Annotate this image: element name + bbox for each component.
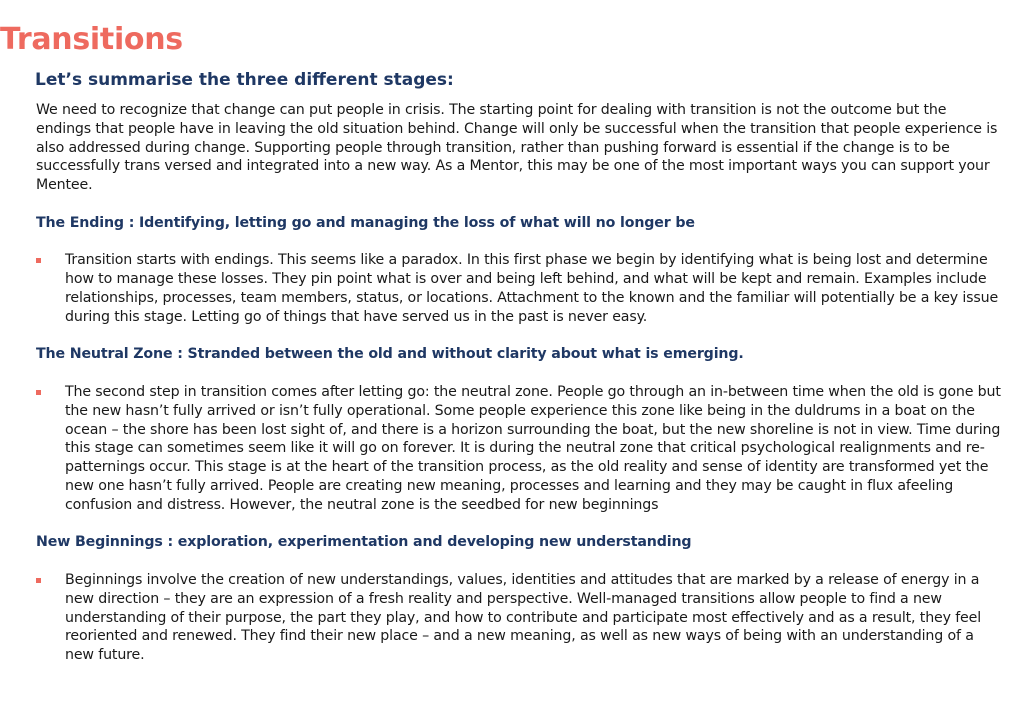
spacer: [36, 552, 1004, 571]
bullet-item-new-beginnings: [36, 571, 1004, 665]
page-title: Transitions: [0, 22, 183, 57]
bullet-item-ending: [36, 251, 1004, 326]
spacer: [36, 195, 1004, 214]
bullet-text-neutral-zone: The second step in transition comes after letting go: the neutral zone. People go through an in-between time when the old is gone but the new hasn’t fully arrived or isn’t fully operational. Some people experience this zone like being in the duldrums in a boat on the ocean – the shore has been lost sight of, and there is a horizon surrounding the boat, but the new shoreline is not in view. Time during this stage can sometimes seem like it will go on forever. It is during the neutral zone that critical psychological realignments and re-patternings occur. This stage is at the heart of the transition process, as the old reality and sense of identity are transformed yet the new one hasn’t fully arrived. People are creating new meaning, processes and learning and they may be caught in flux afeeling confusion and distress. However, the neutral zone is the seedbed for new beginnings: [65, 383, 1001, 513]
section-heading-neutral-zone: The Neutral Zone : Stranded between the old and without clarity about what is emerging.: [36, 346, 744, 363]
square-bullet-icon: [36, 258, 41, 263]
spacer: [36, 515, 1004, 534]
spacer: [36, 364, 1004, 383]
page-subtitle: Let’s summarise the three different stages:: [35, 70, 454, 90]
bullet-text-ending: Transition starts with endings. This seems like a paradox. In this first phase we begin by identifying what is being lost and determine how to manage these losses. They pin point what is over and being left behind, and what will be kept and remain. Examples include relationships, processes, team members, status, or locations. Attachment to the known and the familiar will potentially be a key issue during this stage. Letting go of things that have served us in the past is never easy.: [65, 252, 999, 325]
square-bullet-icon: [36, 578, 41, 583]
spacer: [36, 233, 1004, 252]
spacer: [36, 327, 1004, 346]
bullet-item-neutral-zone: [36, 383, 1004, 515]
section-heading-ending: The Ending : Identifying, letting go and managing the loss of what will no longer be: [36, 214, 695, 231]
document-body: [36, 101, 1004, 665]
intro-paragraph: We need to recognize that change can put people in crisis. The starting point for dealing with transition is not the outcome but the endings that people have in leaving the old situation behind. Change will only be successful when the transition that people experience is also addressed during change. Supporting people through transition, rather than pushing forward is essential if the change is to be successfully trans versed and integrated into a new way. As a Mentor, this may be one of the most important ways you can support your Mentee.: [36, 102, 998, 194]
square-bullet-icon: [36, 390, 41, 395]
bullet-text-new-beginnings: Beginnings involve the creation of new understandings, values, identities and attitudes that are marked by a release of energy in a new direction – they are an expression of a fresh reality and perspective. Well-managed transitions allow people to find a new understanding of their purpose, the part they play, and how to contribute and participate most effectively and as a result, they feel reoriented and renewed. They find their new place – and a new meaning, as well as new ways of being with an understanding of a new future.: [65, 571, 982, 664]
section-heading-new-beginnings: New Beginnings : exploration, experimentation and developing new understanding: [36, 534, 692, 551]
